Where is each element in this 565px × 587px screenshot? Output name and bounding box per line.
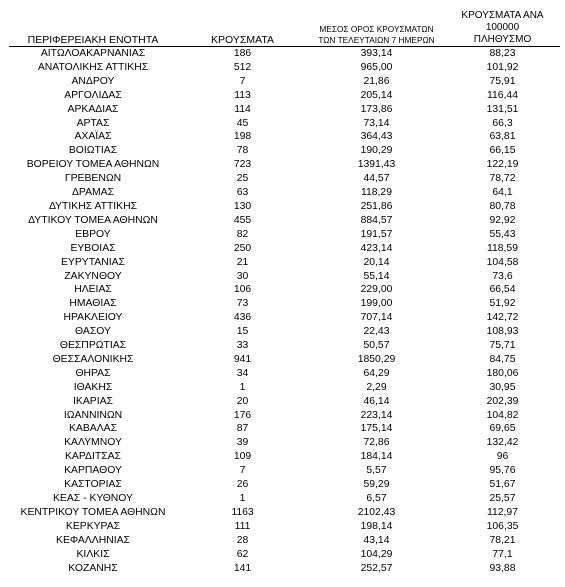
table-row [9,381,560,395]
cell-avg7: 55,14 [363,270,390,282]
cell-region: ΑΡΓΟΛΙΔΑΣ [64,89,122,101]
cell-per100k: 202,39 [486,395,519,407]
cell-avg7: 2,29 [366,381,387,393]
cell-per100k: 66,15 [489,145,516,157]
cell-avg7: 44,57 [363,173,390,185]
cell-region: ΘΑΣΟΥ [75,326,111,338]
cell-avg7: 1391,43 [357,159,396,171]
cell-cases: 436 [233,312,252,324]
table-row [9,47,560,61]
cell-per100k: 122,19 [486,159,519,171]
cell-region: ΚΕΑΣ - ΚΥΘΝΟΥ [53,493,133,504]
cell-region: ΘΕΣΣΑΛΟΝΙΚΗΣ [52,353,134,365]
cell-region: ΗΜΑΘΙΑΣ [69,298,117,310]
table-row [9,75,560,89]
cell-cases: 20 [236,395,249,407]
table-row [9,117,560,131]
cell-cases: 73 [236,298,249,310]
cell-avg7: 64,29 [363,367,390,379]
cell-per100k: 64,1 [492,187,513,199]
cell-cases: 34 [236,367,249,379]
cell-region: ΙΘΑΚΗΣ [73,381,113,393]
cell-region: ΔΥΤΙΚΟΥ ΤΟΜΕΑ ΑΘΗΝΩΝ [28,214,158,226]
cell-region: ΚΕΦΑΛΛΗΝΙΑΣ [56,534,130,546]
cell-per100k: 118,59 [486,242,518,254]
table-row [9,395,560,409]
header-per100k-line1: ΚΡΟΥΣΜΑΤΑ ΑΝΑ 100000 [461,10,544,33]
table-row [9,325,560,339]
cell-avg7: 21,86 [363,75,390,87]
table-row [9,130,560,144]
cell-avg7: 1850,29 [357,353,396,365]
cell-per100k: 93,88 [489,562,516,574]
cell-region: ΚΕΡΚΥΡΑΣ [65,520,121,532]
cell-region: ΚΑΒΑΛΑΣ [68,423,118,435]
cell-avg7: 190,29 [360,145,393,157]
cell-cases: 21 [236,256,249,268]
table-row [9,242,560,256]
cell-region: ΔΡΑΜΑΣ [71,187,115,199]
cell-per100k: 77,1 [492,548,513,560]
cell-cases: 109 [233,451,252,463]
cell-cases: 250 [233,242,252,254]
table-row [9,228,560,242]
cell-cases: 78 [236,145,249,157]
cell-region: ΚΙΛΚΙΣ [76,548,110,560]
cell-per100k: 95,76 [489,465,516,477]
cell-region: ΖΑΚΥΝΘΟΥ [64,270,122,282]
cell-per100k: 106,35 [486,520,519,532]
cell-per100k: 131,51 [486,103,519,115]
header-avg7-line1: ΜΕΣΟΣ ΟΡΟΣ ΚΡΟΥΣΜΑΤΩΝ [319,24,434,34]
cell-cases: 26 [236,479,249,491]
cell-avg7: 423,14 [360,242,393,254]
cell-region: ΚΑΣΤΟΡΙΑΣ [64,479,122,491]
cell-cases: 1163 [231,506,254,518]
header-avg7-line2: ΤΩΝ ΤΕΛΕΥΤΑΙΩΝ 7 ΗΜΕΡΩΝ [318,35,435,45]
cell-cases: 15 [236,326,249,338]
cell-region: ΗΡΑΚΛΕΙΟΥ [63,312,123,324]
table-row [9,464,560,478]
header-per100k-line2: ΠΛΗΘΥΣΜΟ [473,34,532,45]
cell-avg7: 22,43 [363,326,390,338]
cell-region: ΔΥΤΙΚΗΣ ΑΤΤΙΚΗΣ [48,200,138,212]
cell-cases: 45 [236,117,249,129]
cell-avg7: 20,14 [363,256,390,268]
cell-cases: 33 [236,340,249,352]
table-row [9,436,560,450]
table-row [9,256,560,270]
cell-avg7: 252,57 [360,562,393,574]
table-row [9,297,560,311]
cell-per100k: 80,78 [489,200,516,212]
cell-region: ΓΡΕΒΕΝΩΝ [64,173,122,185]
table-row [9,214,560,228]
table-row [9,270,560,284]
cell-avg7: 184,14 [360,451,393,463]
cell-cases: 130 [233,200,252,212]
cell-region: ΙΩΑΝΝΙΝΩΝ [63,409,123,421]
cell-avg7: 364,43 [360,131,393,143]
cell-per100k: 101,92 [486,61,519,73]
cell-cases: 7 [239,75,246,87]
cell-avg7: 43,14 [363,534,390,546]
cell-per100k: 132,42 [486,437,519,449]
cell-cases: 176 [233,409,252,421]
table-row [9,283,560,297]
cell-cases: 39 [236,437,249,449]
table-row [9,172,560,186]
table-header [9,10,560,47]
cell-cases: 723 [233,159,252,171]
cell-region: ΘΕΣΠΡΩΤΙΑΣ [59,340,127,352]
table-row [9,492,560,506]
cell-avg7: 223,14 [360,409,393,421]
table-row [9,339,560,353]
cell-avg7: 59,29 [363,479,390,491]
table-row [9,158,560,172]
cell-cases: 106 [233,284,252,296]
cell-avg7: 50,57 [363,340,390,352]
cell-per100k: 88,23 [489,48,516,59]
cell-region: ΒΟΡΕΙΟΥ ΤΟΜΕΑ ΑΘΗΝΩΝ [26,159,160,171]
cell-region: ΒΟΙΩΤΙΑΣ [68,145,118,157]
cell-avg7: 251,86 [360,200,393,212]
table-row [9,186,560,200]
cell-region: ΕΥΡΥΤΑΝΙΑΣ [61,256,125,268]
cell-per100k: 112,97 [486,506,518,518]
cell-per100k: 104,58 [486,256,519,268]
cell-avg7: 229,00 [360,284,393,296]
cell-per100k: 51,67 [489,479,516,491]
cell-region: ΕΥΒΟΙΑΣ [70,242,116,254]
table-row [9,200,560,214]
cell-per100k: 75,91 [489,75,516,87]
cell-per100k: 116,44 [486,89,518,101]
cell-cases: 113 [234,89,251,101]
cell-region: ΕΒΡΟΥ [75,228,111,240]
cell-region: ΗΛΕΙΑΣ [74,284,112,296]
cell-region: ΚΑΡΠΑΘΟΥ [64,465,122,477]
cell-cases: 198 [233,131,252,143]
cell-region: ΚΕΝΤΡΙΚΟΥ ΤΟΜΕΑ ΑΘΗΝΩΝ [20,506,166,518]
cell-per100k: 66,54 [489,284,516,296]
cell-region: ΑΝΑΤΟΛΙΚΗΣ ΑΤΤΙΚΗΣ [37,61,149,73]
cell-avg7: 393,14 [360,48,393,59]
cell-avg7: 191,57 [360,228,393,240]
table-row [9,450,560,464]
cell-cases: 455 [233,214,252,226]
table-row [9,478,560,492]
cell-avg7: 118,29 [360,187,392,199]
table-row [9,311,560,325]
cell-cases: 25 [236,173,249,185]
cell-avg7: 199,00 [360,298,393,310]
cell-region: ΑΝΔΡΟΥ [71,75,115,87]
cell-per100k: 84,75 [489,353,516,365]
cell-per100k: 73,6 [492,270,513,282]
cell-per100k: 142,72 [486,312,519,324]
cell-region: ΚΑΛΥΜΝΟΥ [64,437,122,449]
table-row [9,506,560,520]
header-row [9,10,560,47]
header-region-label: ΠΕΡΙΦΕΡΕΙΑΚΗ ΕΝΟΤΗΤΑ [27,34,159,46]
table-row [9,367,560,381]
cell-avg7: 173,86 [360,103,393,115]
cell-avg7: 104,29 [360,548,393,560]
cell-avg7: 175,14 [360,423,393,435]
cell-per100k: 96 [496,451,509,463]
cell-region: ΚΑΡΔΙΤΣΑΣ [65,451,121,463]
table-row [9,353,560,367]
header-cases [177,10,308,47]
cell-region: ΑΧΑΪΑΣ [74,131,112,143]
table-row [9,562,560,576]
cell-cases: 87 [236,423,249,435]
cell-region: ΘΗΡΑΣ [75,367,111,379]
cell-avg7: 73,14 [363,117,390,129]
cell-region: ΙΚΑΡΙΑΣ [73,395,113,407]
cell-per100k: 25,57 [489,493,516,504]
header-region [9,10,177,47]
cell-per100k: 69,65 [489,423,516,435]
header-cases-label: ΚΡΟΥΣΜΑΤΑ [211,34,274,46]
cell-per100k: 75,71 [489,340,516,352]
cell-per100k: 55,43 [489,228,516,240]
cell-avg7: 884,57 [360,214,393,226]
cell-avg7: 5,57 [366,465,387,477]
table-row [9,61,560,75]
cell-per100k: 92,92 [489,214,516,226]
cell-cases: 30 [236,270,249,282]
cell-avg7: 198,14 [360,520,393,532]
cell-cases: 62 [236,548,249,560]
cell-avg7: 2102,43 [357,506,396,518]
table-row [9,422,560,436]
cell-per100k: 78,21 [489,534,516,546]
cell-per100k: 63,81 [489,131,516,143]
cell-per100k: 180,06 [486,367,519,379]
cell-region: ΚΟΖΑΝΗΣ [68,562,118,574]
cell-avg7: 6,57 [366,493,387,504]
table-body [9,47,560,576]
cell-per100k: 78,72 [489,173,516,185]
cell-per100k: 104,82 [486,409,519,421]
table-row [9,89,560,103]
header-per100k [445,10,560,47]
cell-cases: 141 [233,562,252,574]
cell-avg7: 965,00 [360,61,393,73]
cell-per100k: 66,3 [492,117,513,129]
cell-per100k: 51,92 [489,298,516,310]
cell-cases: 7 [239,465,246,477]
cell-avg7: 46,14 [363,395,390,407]
cell-region: ΑΡΤΑΣ [76,117,110,129]
cell-avg7: 707,14 [360,312,393,324]
cell-cases: 512 [233,61,252,73]
cell-per100k: 30,95 [489,381,516,393]
cell-region: ΑΡΚΑΔΙΑΣ [67,103,119,115]
table-row [9,548,560,562]
header-avg7 [308,10,445,47]
cell-cases: 1 [239,493,246,504]
cell-avg7: 205,14 [360,89,393,101]
cell-cases: 941 [233,353,252,365]
cell-avg7: 72,86 [363,437,390,449]
cell-cases: 1 [239,381,246,393]
table-row [9,520,560,534]
cell-cases: 186 [233,48,252,59]
cell-per100k: 108,93 [486,326,519,338]
table-row [9,103,560,117]
cell-cases: 114 [234,103,251,115]
cell-cases: 63 [236,187,249,199]
cell-cases: 28 [236,534,249,546]
table-row [9,144,560,158]
cell-region: ΑΙΤΩΛΟΑΚΑΡΝΑΝΙΑΣ [40,48,146,59]
table-row [9,409,560,423]
cell-cases: 82 [236,228,249,240]
cell-cases: 111 [234,520,251,532]
table-row [9,534,560,548]
cases-table [9,10,560,575]
